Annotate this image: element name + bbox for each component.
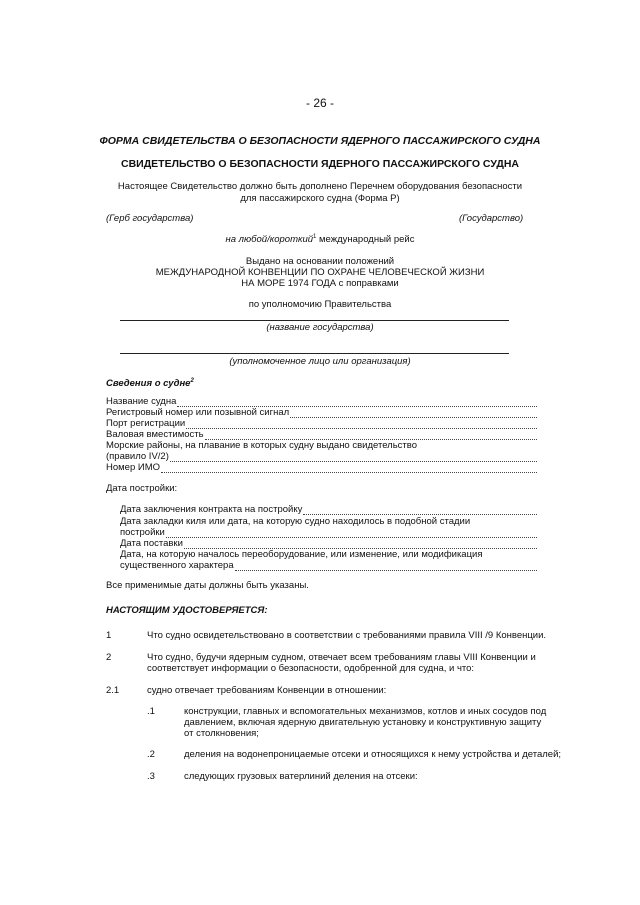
- subitem-1-line1: конструкции, главных и вспомогательных механизмов, котлов и иных сосудов под: [184, 706, 547, 717]
- dotted-leader: [177, 397, 537, 407]
- subitem-2-number: .2: [147, 749, 155, 760]
- voyage-line: [0, 234, 640, 245]
- item-2-1-text: судно отвечает требованиям Конвенции в отношении:: [147, 685, 387, 696]
- voyage-prefix: на любой/короткий: [225, 234, 314, 246]
- field-keel-date-line1: Дата закладки киля или дата, на которую судно находилось в подобной стадии: [120, 516, 471, 527]
- field-delivery-date-label: Дата поставки: [120, 538, 183, 549]
- dotted-leader: [290, 408, 537, 418]
- item-2-text-line1: Что судно, будучи ядерным судном, отвечает всем требованиям главы VIII Конвенции и: [147, 652, 536, 663]
- field-sea-areas-label: (правило IV/2): [106, 451, 169, 462]
- field-keel-date-label: постройки: [120, 527, 165, 538]
- item-1-text: Что судно освидетельствовано в соответствии с требованиями правила VIII /9 Конвенции.: [147, 630, 547, 641]
- field-reg-number-label: Регистровый номер или позывной сигнал: [106, 407, 290, 418]
- field-port-label: Порт регистрации: [106, 418, 186, 429]
- subitem-3-text: следующих грузовых ватерлиний деления на отсеки:: [184, 771, 418, 782]
- supplement-note-line2: для пассажирского судна (Форма Р): [240, 193, 400, 204]
- form-title: ФОРМА СВИДЕТЕЛЬСТВА О БЕЗОПАСНОСТИ ЯДЕРНОГО ПАССАЖИРСКОГО СУДНА: [99, 135, 541, 147]
- authorized-caption: (уполномоченное лицо или организация): [229, 356, 411, 367]
- issued-line2: МЕЖДУНАРОДНОЙ КОНВЕНЦИИ ПО ОХРАНЕ ЧЕЛОВЕЧЕСКОЙ ЖИЗНИ: [155, 267, 485, 278]
- dotted-leader: [166, 528, 537, 538]
- dotted-leader: [186, 419, 537, 429]
- item-2-1-number: 2.1: [106, 685, 120, 696]
- subitem-1-number: .1: [147, 706, 155, 717]
- field-tonnage-label: Валовая вместимость: [106, 429, 204, 440]
- supplement-note-line1: Настоящее Свидетельство должно быть дополнено Перечнем оборудования безопасности: [117, 181, 523, 192]
- state-name-rule: [120, 320, 509, 321]
- authorized-rule: [120, 353, 509, 354]
- subitem-1-line2: давлением, включая ядерную двигательную установку и конструктивную защиту: [184, 717, 542, 728]
- dotted-leader: [170, 452, 537, 462]
- voyage-suffix: международный рейс: [316, 234, 415, 246]
- all-dates-note: Все применимые даты должны быть указаны.: [106, 580, 309, 591]
- dotted-leader: [205, 430, 537, 440]
- ship-particulars-heading-text: Сведения о судне: [106, 378, 191, 390]
- subitem-1-line3: от столкновения;: [184, 728, 259, 739]
- item-2-text-line2: соответствует информации о безопасности, одобренной для судна, и что:: [147, 663, 475, 674]
- state-name-caption: (название государства): [266, 322, 374, 333]
- subitem-2-text: деления на водонепроницаемые отсеки и относящихся к нему устройства и деталей;: [184, 749, 562, 760]
- field-keel-date: [120, 527, 537, 538]
- field-ship-name: [106, 396, 537, 407]
- certify-heading: НАСТОЯЩИМ УДОСТОВЕРЯЕТСЯ:: [106, 605, 268, 616]
- field-imo: [106, 462, 537, 473]
- field-conversion-date: [120, 560, 537, 571]
- authority-line: по уполномочию Правительства: [248, 299, 392, 310]
- field-delivery-date: [120, 538, 537, 549]
- field-sea-areas: [106, 451, 537, 462]
- item-1-number: 1: [106, 630, 112, 641]
- field-conversion-date-label: существенного характера: [120, 560, 234, 571]
- page-number: - 26 -: [305, 96, 334, 110]
- footnote-1: 1: [313, 234, 317, 240]
- footnote-2: 2: [190, 378, 194, 384]
- state-label: (Государство): [459, 213, 524, 224]
- dotted-leader: [184, 539, 537, 549]
- field-tonnage: [106, 429, 537, 440]
- subitem-3-number: .3: [147, 771, 155, 782]
- dotted-leader: [303, 505, 537, 515]
- coat-of-arms-label: (Герб государства): [106, 213, 194, 224]
- field-contract-date-label: Дата заключения контракта на постройку: [120, 504, 303, 515]
- item-2-number: 2: [106, 652, 112, 663]
- dotted-leader: [235, 561, 537, 571]
- dotted-leader: [161, 463, 537, 473]
- issued-line3: НА МОРЕ 1974 ГОДА с поправками: [241, 278, 399, 289]
- field-imo-label: Номер ИМО: [106, 462, 161, 473]
- field-sea-areas-line1: Морские районы, на плавание в которых судну выдано свидетельство: [106, 440, 418, 451]
- field-ship-name-label: Название судна: [106, 396, 177, 407]
- issued-line1: Выдано на основании положений: [245, 256, 395, 267]
- field-conversion-date-line1: Дата, на которую началось переоборудование, или изменение, или модификация: [120, 549, 483, 560]
- build-date-label: Дата постройки:: [106, 483, 178, 494]
- field-reg-number: [106, 407, 537, 418]
- ship-particulars-heading: [106, 378, 194, 389]
- field-port: [106, 418, 537, 429]
- certificate-title: СВИДЕТЕЛЬСТВО О БЕЗОПАСНОСТИ ЯДЕРНОГО ПАССАЖИРСКОГО СУДНА: [120, 158, 519, 170]
- field-contract-date: [120, 504, 537, 515]
